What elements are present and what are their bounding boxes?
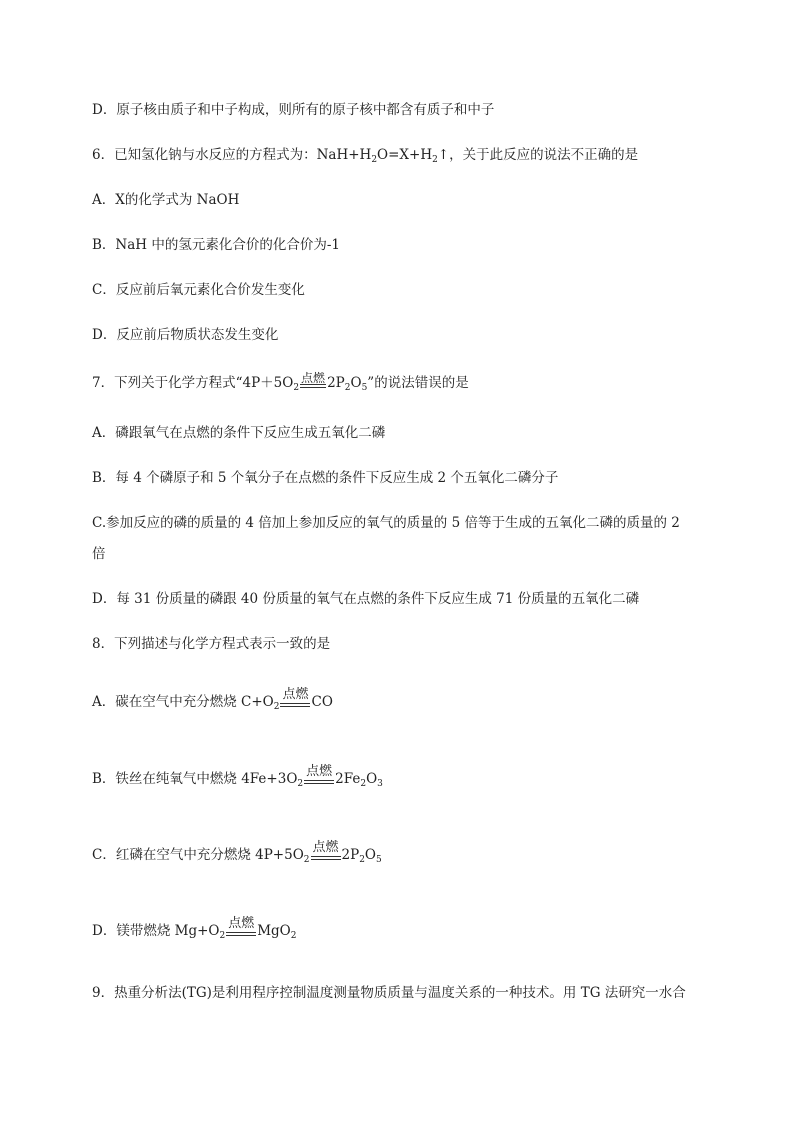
q8-a-product: CO xyxy=(311,694,333,710)
q8-option-d xyxy=(92,916,297,945)
q7-o5-sub: 5 xyxy=(361,383,368,393)
q7-p-sub: 2 xyxy=(344,383,351,393)
q8-a-text: A．碳在空气中充分燃烧 C+O xyxy=(92,694,274,710)
q7-condition-arrow xyxy=(300,371,326,394)
q8-c-product-b: O xyxy=(364,847,376,863)
q9-stem: 9．热重分析法(TG)是利用程序控制温度测量物质质量与温度关系的一种技术。用 TG 法研究一水合 xyxy=(92,985,686,1001)
q8-c-product-a: 2P xyxy=(341,847,360,863)
q8-b-sub3: 3 xyxy=(377,779,383,789)
q8-b-product-a: 2Fe xyxy=(335,771,361,787)
q8-c-sub2: 2 xyxy=(359,855,365,865)
q7-o-sub: 2 xyxy=(293,383,300,393)
q8-d-condition-arrow xyxy=(226,916,256,942)
q8-option-a xyxy=(92,687,333,716)
q8-b-text: B．铁丝在纯氧气中燃烧 4Fe+3O xyxy=(92,771,298,787)
q8-b-sub2: 2 xyxy=(360,779,367,789)
q7-option-a: A．磷跟氧气在点燃的条件下反应生成五氧化二磷 xyxy=(92,425,386,441)
q7-stem-a: 7．下列关于化学方程式“4P＋5O xyxy=(92,375,294,391)
q7-option-d: D．每 31 份质量的磷跟 40 份质量的氧气在点燃的条件下反应生成 71 份质量的五氧化二磷 xyxy=(92,591,640,607)
q6-stem-b: O=X+H xyxy=(377,147,433,163)
q7-option-b: B．每 4 个磷原子和 5 个氧分子在点燃的条件下反应生成 2 个五氧化二磷分子 xyxy=(92,470,559,486)
q7-option-c-line2: 倍 xyxy=(92,546,106,562)
q7-product-b: O xyxy=(350,375,362,391)
q8-b-condition-arrow xyxy=(304,764,334,790)
q8-d-sub: 2 xyxy=(219,931,226,941)
q6-option-b: B．NaH 中的氢元素化合价的化合价为-1 xyxy=(92,237,340,253)
q6-sub-1: 2 xyxy=(371,155,378,165)
q8-c-sub3: 5 xyxy=(376,855,382,865)
q6-stem-c: ↑，关于此反应的说法不正确的是 xyxy=(437,147,639,163)
q6-option-a: A．X的化学式为 NaOH xyxy=(92,192,240,208)
q8-c-condition-arrow xyxy=(311,840,341,866)
q8-b-condition: 点燃 xyxy=(306,764,333,779)
q7-option-c-line1: C.参加反应的磷的质量的 4 倍加上参加反应的氧气的质量的 5 倍等于生成的五氧化二磷的质量的 2 xyxy=(92,515,680,531)
q8-b-sub: 2 xyxy=(297,779,304,789)
q8-d-product: MgO xyxy=(257,923,291,939)
q8-c-condition: 点燃 xyxy=(312,840,339,855)
q7-stem-c: ”的说法错误的是 xyxy=(367,375,469,391)
q8-stem: 8．下列描述与化学方程式表示一致的是 xyxy=(92,636,331,652)
q6-sub-2: 2 xyxy=(432,155,438,165)
q8-option-c xyxy=(92,840,382,869)
q8-a-sub: 2 xyxy=(273,702,280,712)
q8-d-condition: 点燃 xyxy=(228,916,255,931)
q8-option-b xyxy=(92,764,383,793)
q7-stem xyxy=(92,371,469,397)
q8-c-text: C．红磷在空气中充分燃烧 4P+5O xyxy=(92,847,304,863)
q8-d-sub2: 2 xyxy=(290,931,297,941)
q8-a-condition: 点燃 xyxy=(282,687,309,702)
q7-product-a: 2P xyxy=(327,375,345,391)
q6-option-d: D．反应前后物质状态发生变化 xyxy=(92,327,279,343)
q8-d-text: D．镁带燃烧 Mg+O xyxy=(92,923,220,939)
q6-option-c: C．反应前后氧元素化合价发生变化 xyxy=(92,282,305,298)
q8-c-sub: 2 xyxy=(303,855,310,865)
q8-b-product-b: O xyxy=(366,771,378,787)
q7-condition: 点燃 xyxy=(301,371,326,385)
q6-stem-a: 6．已知氢化钠与水反应的方程式为：NaH+H xyxy=(92,147,372,163)
q5-option-d: D．原子核由质子和中子构成，则所有的原子核中都含有质子和中子 xyxy=(92,102,495,118)
q6-stem xyxy=(92,146,638,169)
q8-a-condition-arrow xyxy=(280,687,310,713)
